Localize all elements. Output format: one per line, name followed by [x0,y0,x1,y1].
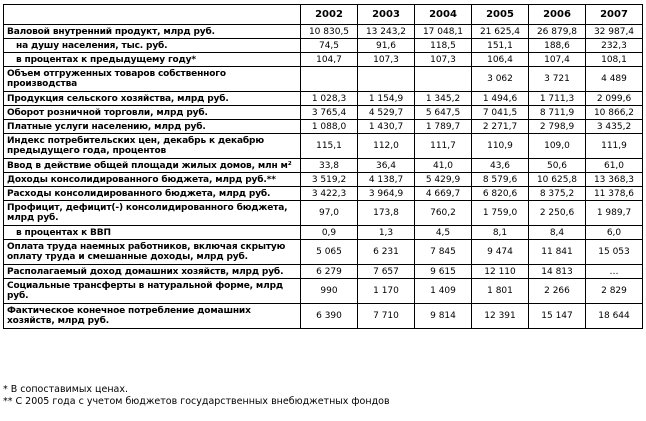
value-cell: 5 429,9 [415,173,472,187]
value-cell: 6 820,6 [472,187,529,201]
value-cell: 173,8 [358,201,415,226]
footnote: * В сопоставимых ценах. [3,384,129,395]
table-row [4,92,643,106]
value-cell: 5 647,5 [415,106,472,120]
row-label: Оплата труда наемных работников, включая скрытую оплату труда и смешанные доходы, млрд руб. [4,240,301,265]
value-cell: 12 391 [472,304,529,329]
value-cell: 1 028,3 [301,92,358,106]
year-header: 2006 [529,5,586,25]
table-row [4,67,643,92]
row-label: Валовой внутренний продукт, млрд руб. [4,25,301,39]
value-cell: 7 657 [358,265,415,279]
value-cell: 107,3 [415,53,472,67]
value-cell: 33,8 [301,159,358,173]
value-cell: 8,1 [472,226,529,240]
value-cell: 7 710 [358,304,415,329]
value-cell: 10 830,5 [301,25,358,39]
row-label: Расходы консолидированного бюджета, млрд руб. [4,187,301,201]
value-cell: 1 154,9 [358,92,415,106]
value-cell: 91,6 [358,39,415,53]
row-label: Индекс потребительских цен, декабрь к декабрю предыдущего года, процентов [4,134,301,159]
value-cell: 32 987,4 [586,25,643,39]
row-label: на душу населения, тыс. руб. [4,39,301,53]
value-cell: 760,2 [415,201,472,226]
value-cell: 4 489 [586,67,643,92]
table-row [4,279,643,304]
value-cell: 3 964,9 [358,187,415,201]
table-row [4,53,643,67]
value-cell: 5 065 [301,240,358,265]
value-cell: 43,6 [472,159,529,173]
year-header: 2007 [586,5,643,25]
value-cell: 1 494,6 [472,92,529,106]
table-row [4,173,643,187]
value-cell: 1 345,2 [415,92,472,106]
value-cell: 1 430,7 [358,120,415,134]
value-cell: 3 422,3 [301,187,358,201]
value-cell: 41,0 [415,159,472,173]
value-cell: 4 138,7 [358,173,415,187]
table-row [4,265,643,279]
value-cell: 2 099,6 [586,92,643,106]
value-cell: 13 243,2 [358,25,415,39]
value-cell: 112,0 [358,134,415,159]
value-cell: 61,0 [586,159,643,173]
value-cell: 6 231 [358,240,415,265]
value-cell: 21 625,4 [472,25,529,39]
value-cell: 74,5 [301,39,358,53]
year-header: 2004 [415,5,472,25]
value-cell [358,67,415,92]
value-cell: 17 048,1 [415,25,472,39]
value-cell: 18 644 [586,304,643,329]
value-cell: 110,9 [472,134,529,159]
value-cell: 2 829 [586,279,643,304]
value-cell: 0,9 [301,226,358,240]
value-cell: 4,5 [415,226,472,240]
value-cell: 1 789,7 [415,120,472,134]
value-cell: 8 375,2 [529,187,586,201]
value-cell: 26 879,8 [529,25,586,39]
value-cell: 1 759,0 [472,201,529,226]
value-cell: 6 279 [301,265,358,279]
row-label: Располагаемый доход домашних хозяйств, млрд руб. [4,265,301,279]
value-cell: 1 170 [358,279,415,304]
value-cell [301,67,358,92]
value-cell: 1 409 [415,279,472,304]
value-cell: 118,5 [415,39,472,53]
table-row [4,240,643,265]
value-cell: 6,0 [586,226,643,240]
row-label: в процентах к предыдущему году* [4,53,301,67]
statistics-table [3,4,643,329]
value-cell: 2 798,9 [529,120,586,134]
value-cell: 3 721 [529,67,586,92]
row-label: Оборот розничной торговли, млрд руб. [4,106,301,120]
header-row [4,5,643,25]
row-label: в процентах к ВВП [4,226,301,240]
value-cell: 10 625,8 [529,173,586,187]
value-cell: 4 529,7 [358,106,415,120]
value-cell: 107,4 [529,53,586,67]
value-cell: 9 615 [415,265,472,279]
value-cell: 9 474 [472,240,529,265]
value-cell: 97,0 [301,201,358,226]
value-cell: 1 801 [472,279,529,304]
value-cell: 9 814 [415,304,472,329]
row-label: Платные услуги населению, млрд руб. [4,120,301,134]
table-row [4,120,643,134]
value-cell: 15 147 [529,304,586,329]
value-cell: 3 435,2 [586,120,643,134]
value-cell: 8 579,6 [472,173,529,187]
value-cell: 232,3 [586,39,643,53]
value-cell: 3 519,2 [301,173,358,187]
value-cell: 3 062 [472,67,529,92]
table-row [4,134,643,159]
value-cell: 990 [301,279,358,304]
table-row [4,201,643,226]
value-cell [415,67,472,92]
value-cell: 104,7 [301,53,358,67]
value-cell: 111,7 [415,134,472,159]
table-row [4,159,643,173]
row-label: Доходы консолидированного бюджета, млрд руб.** [4,173,301,187]
value-cell: 8,4 [529,226,586,240]
value-cell: 3 765,4 [301,106,358,120]
value-cell: 2 271,7 [472,120,529,134]
value-cell: 36,4 [358,159,415,173]
value-cell: 109,0 [529,134,586,159]
value-cell: 50,6 [529,159,586,173]
table-row [4,106,643,120]
footnotes [3,384,390,408]
value-cell: 2 250,6 [529,201,586,226]
value-cell: 8 711,9 [529,106,586,120]
value-cell: 111,9 [586,134,643,159]
value-cell: 1 989,7 [586,201,643,226]
value-cell: 7 845 [415,240,472,265]
value-cell: 1 711,3 [529,92,586,106]
value-cell: 106,4 [472,53,529,67]
row-label: Продукция сельского хозяйства, млрд руб. [4,92,301,106]
year-header: 2002 [301,5,358,25]
table-row [4,226,643,240]
table-row [4,187,643,201]
value-cell: 108,1 [586,53,643,67]
value-cell: 4 669,7 [415,187,472,201]
value-cell: 7 041,5 [472,106,529,120]
year-header: 2003 [358,5,415,25]
value-cell: 1 088,0 [301,120,358,134]
value-cell: 115,1 [301,134,358,159]
table-row [4,304,643,329]
value-cell: 11 841 [529,240,586,265]
row-label: Объем отгруженных товаров собственного производства [4,67,301,92]
value-cell: 10 866,2 [586,106,643,120]
value-cell: … [586,265,643,279]
value-cell: 14 813 [529,265,586,279]
value-cell: 11 378,6 [586,187,643,201]
footnote: ** С 2005 года с учетом бюджетов государственных внебюджетных фондов [3,396,390,407]
value-cell: 6 390 [301,304,358,329]
value-cell: 1,3 [358,226,415,240]
table-body [4,25,643,329]
value-cell: 2 266 [529,279,586,304]
value-cell: 13 368,3 [586,173,643,187]
row-label: Ввод в действие общей площади жилых домов, млн м² [4,159,301,173]
year-header: 2005 [472,5,529,25]
value-cell: 12 110 [472,265,529,279]
row-label: Фактическое конечное потребление домашних хозяйств, млрд руб. [4,304,301,329]
table-row [4,25,643,39]
row-label: Профицит, дефицит(-) консолидированного бюджета, млрд руб. [4,201,301,226]
row-label: Социальные трансферты в натуральной форме, млрд руб. [4,279,301,304]
value-cell: 15 053 [586,240,643,265]
value-cell: 188,6 [529,39,586,53]
value-cell: 151,1 [472,39,529,53]
table-row [4,39,643,53]
value-cell: 107,3 [358,53,415,67]
header-empty-cell [4,5,301,25]
